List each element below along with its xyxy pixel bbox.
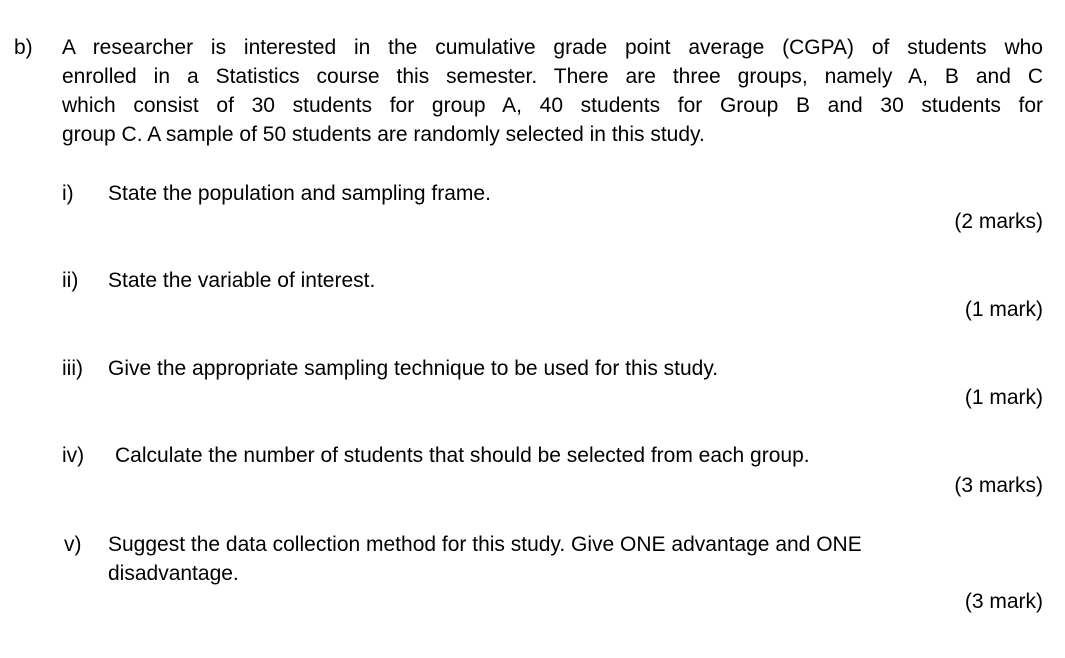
subquestion-text: Calculate the number of students that should be selected from each group. (115, 444, 810, 467)
subquestion-number: i) (62, 182, 74, 205)
subquestion-number: iv) (62, 444, 85, 467)
marks-label: (3 marks) (954, 474, 1043, 497)
subquestion-number: iii) (62, 357, 83, 380)
subquestion-text: Give the appropriate sampling technique to be used for this study. (108, 357, 719, 380)
subquestion-text: State the variable of interest. (108, 269, 376, 292)
marks-label: (2 marks) (954, 210, 1043, 233)
question-text-line-3: which consist of 30 students for group A, 40 students for Group B and 30 students for (62, 94, 1043, 117)
subquestion-number: v) (64, 533, 82, 556)
marks-label: (1 mark) (964, 298, 1043, 321)
question-text-line-1: A researcher is interested in the cumulative grade point average (CGPA) of students who (62, 36, 1043, 59)
subquestion-text: State the population and sampling frame. (108, 182, 491, 205)
marks-label: (1 mark) (964, 386, 1043, 409)
question-label: b) (14, 36, 33, 59)
question-text-line-2: enrolled in a Statistics course this semester. There are three groups, namely A, B and C (62, 65, 1043, 88)
marks-label: (3 mark) (964, 590, 1043, 613)
subquestion-number: ii) (62, 269, 79, 292)
subquestion-text-line-2: disadvantage. (108, 562, 239, 585)
subquestion-text-line-1: Suggest the data collection method for this study. Give ONE advantage and ONE (108, 533, 862, 556)
question-text-line-4: group C. A sample of 50 students are randomly selected in this study. (62, 123, 705, 146)
